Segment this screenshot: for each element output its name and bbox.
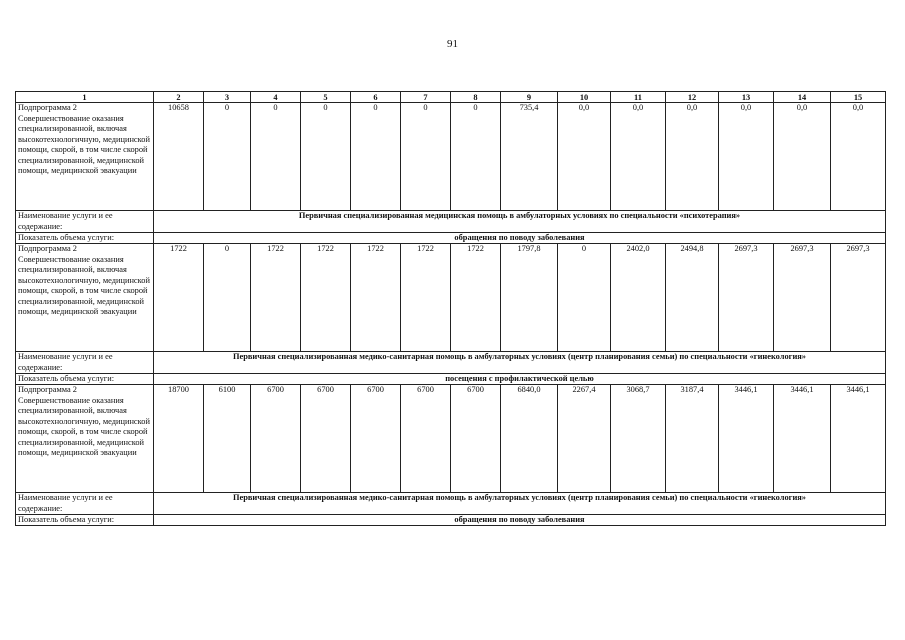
value-cell: 1722 xyxy=(251,244,301,352)
value-cell: 2697,3 xyxy=(719,244,774,352)
indicator-value: обращения по поводу заболевания xyxy=(154,515,886,526)
value-cell: 6100 xyxy=(204,385,251,493)
service-name: Первичная специализированная медицинская помощь в амбулаторных условиях по специальности «психотерапия» xyxy=(154,211,886,233)
indicator-label: Показатель объема услуги: xyxy=(16,374,154,385)
header-cell: 10 xyxy=(558,92,611,103)
value-cell: 1722 xyxy=(154,244,204,352)
indicator-label: Показатель объема услуги: xyxy=(16,515,154,526)
page-number: 91 xyxy=(447,38,458,50)
header-cell: 8 xyxy=(451,92,501,103)
header-cell: 11 xyxy=(611,92,666,103)
value-cell: 1722 xyxy=(351,244,401,352)
value-cell: 0 xyxy=(401,103,451,211)
service-row xyxy=(16,493,886,515)
value-cell: 1722 xyxy=(451,244,501,352)
value-cell: 6840,0 xyxy=(501,385,558,493)
program-name-cell: Подпрограмма 2 Совершенствование оказания специализированной, включая высокотехнологичную, медицинской помощи, скорой, в том числе скорой специализированной, медицинской помощи, медицинской эвакуации xyxy=(16,103,154,211)
header-cell: 14 xyxy=(774,92,831,103)
value-cell: 3187,4 xyxy=(666,385,719,493)
program-name-cell: Подпрограмма 2 Совершенствование оказания специализированной, включая высокотехнологичную, медицинской помощи, скорой, в том числе скорой специализированной, медицинской помощи, медицинской эвакуации xyxy=(16,385,154,493)
value-cell: 3446,1 xyxy=(719,385,774,493)
value-cell: 2494,8 xyxy=(666,244,719,352)
value-cell: 0 xyxy=(251,103,301,211)
header-cell: 13 xyxy=(719,92,774,103)
value-cell: 6700 xyxy=(351,385,401,493)
header-cell: 7 xyxy=(401,92,451,103)
value-cell: 6700 xyxy=(451,385,501,493)
value-cell: 0,0 xyxy=(666,103,719,211)
service-label: Наименование услуги и ее содержание: xyxy=(16,493,154,515)
indicator-value: обращения по поводу заболевания xyxy=(154,233,886,244)
value-cell: 1797,8 xyxy=(501,244,558,352)
service-name: Первичная специализированная медико-санитарная помощь в амбулаторных условиях (центр планирования семьи) по специальности «гинекология» xyxy=(154,493,886,515)
header-cell: 3 xyxy=(204,92,251,103)
program-row xyxy=(16,385,886,493)
value-cell: 735,4 xyxy=(501,103,558,211)
value-cell: 3446,1 xyxy=(774,385,831,493)
budget-table xyxy=(15,91,886,526)
value-cell: 2402,0 xyxy=(611,244,666,352)
value-cell: 0,0 xyxy=(611,103,666,211)
value-cell: 0 xyxy=(204,103,251,211)
value-cell: 18700 xyxy=(154,385,204,493)
header-cell: 5 xyxy=(301,92,351,103)
value-cell: 0,0 xyxy=(774,103,831,211)
header-cell: 1 xyxy=(16,92,154,103)
program-row xyxy=(16,103,886,211)
header-row xyxy=(16,92,886,103)
header-cell: 6 xyxy=(351,92,401,103)
indicator-label: Показатель объема услуги: xyxy=(16,233,154,244)
value-cell: 6700 xyxy=(251,385,301,493)
service-row xyxy=(16,211,886,233)
value-cell: 3068,7 xyxy=(611,385,666,493)
service-row xyxy=(16,352,886,374)
value-cell: 0 xyxy=(204,244,251,352)
program-name-cell: Подпрограмма 2 Совершенствование оказания специализированной, включая высокотехнологичную, медицинской помощи, скорой, в том числе скорой специализированной, медицинской помощи, медицинской эвакуации xyxy=(16,244,154,352)
indicator-value: посещения с профилактической целью xyxy=(154,374,886,385)
indicator-row xyxy=(16,233,886,244)
value-cell: 2697,3 xyxy=(774,244,831,352)
value-cell: 6700 xyxy=(301,385,351,493)
value-cell: 0 xyxy=(558,244,611,352)
header-cell: 2 xyxy=(154,92,204,103)
header-cell: 4 xyxy=(251,92,301,103)
value-cell: 0 xyxy=(301,103,351,211)
value-cell: 3446,1 xyxy=(831,385,886,493)
indicator-row xyxy=(16,374,886,385)
value-cell: 6700 xyxy=(401,385,451,493)
value-cell: 2697,3 xyxy=(831,244,886,352)
service-name: Первичная специализированная медико-санитарная помощь в амбулаторных условиях (центр планирования семьи) по специальности «гинекология» xyxy=(154,352,886,374)
value-cell: 0 xyxy=(451,103,501,211)
value-cell: 1722 xyxy=(401,244,451,352)
value-cell: 0,0 xyxy=(831,103,886,211)
service-label: Наименование услуги и ее содержание: xyxy=(16,211,154,233)
header-cell: 15 xyxy=(831,92,886,103)
indicator-row xyxy=(16,515,886,526)
value-cell: 10658 xyxy=(154,103,204,211)
value-cell: 2267,4 xyxy=(558,385,611,493)
value-cell: 1722 xyxy=(301,244,351,352)
service-label: Наименование услуги и ее содержание: xyxy=(16,352,154,374)
header-cell: 9 xyxy=(501,92,558,103)
header-cell: 12 xyxy=(666,92,719,103)
program-row xyxy=(16,244,886,352)
value-cell: 0,0 xyxy=(719,103,774,211)
value-cell: 0,0 xyxy=(558,103,611,211)
value-cell: 0 xyxy=(351,103,401,211)
